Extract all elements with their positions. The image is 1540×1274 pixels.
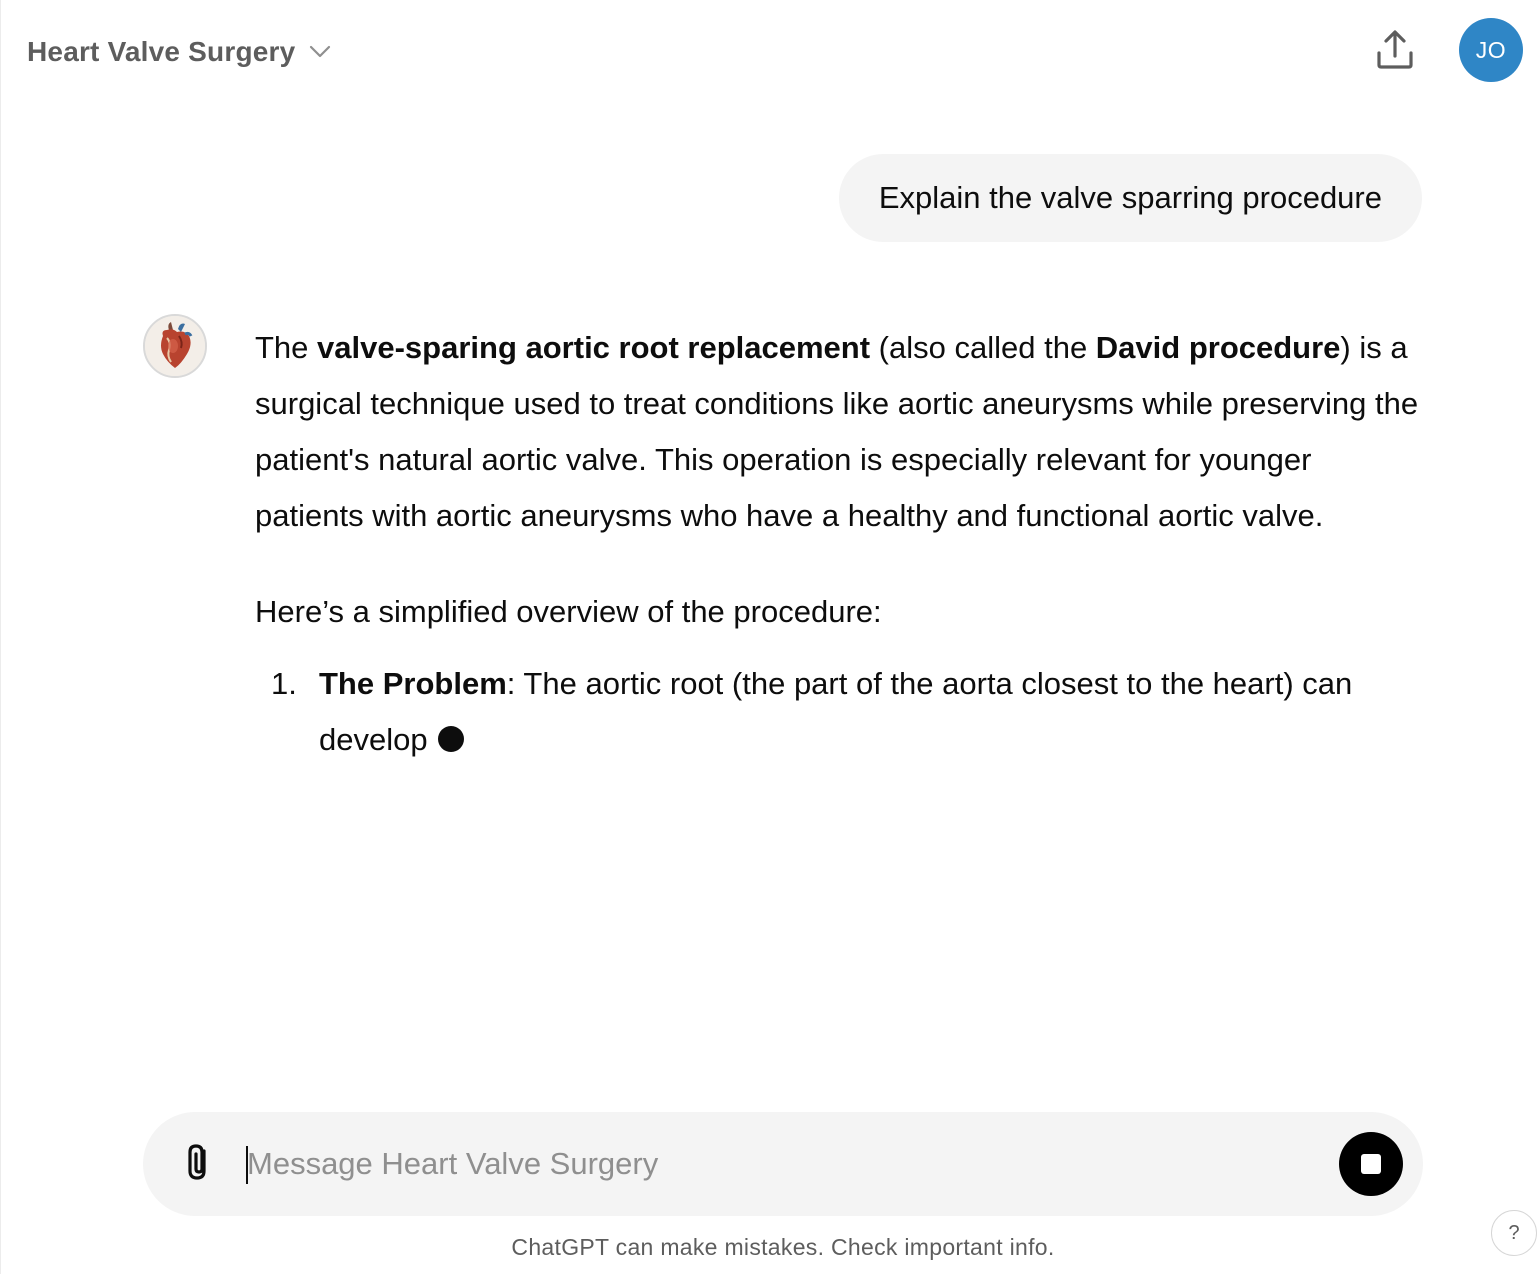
avatar-initials: JO [1475,36,1507,63]
help-question-icon: ? [1508,1221,1520,1244]
stop-generating-button[interactable] [1339,1132,1403,1196]
para-text: ) is a surgical technique used to treat conditions like aortic aneurysms while preserving the patient's natural aortic valve. This operation is especially relevant for younger patients with aortic aneurysms who have a healthy and functional aortic valve. [255,330,1419,533]
anatomical-heart-icon [145,316,205,376]
para-text: (also called the [870,330,1096,365]
disclaimer-text: ChatGPT can make mistakes. Check important info. [511,1234,1055,1260]
assistant-paragraph-2: Here’s a simplified overview of the procedure: [255,594,882,629]
assistant-avatar [143,314,207,378]
message-input[interactable] [247,1136,1327,1192]
para-text: The [255,330,318,365]
paperclip-icon [182,1141,216,1188]
page-title: Heart Valve Surgery [27,36,296,67]
assistant-paragraph-1 [255,320,1427,544]
user-message-bubble [839,154,1422,242]
share-upload-icon [1375,29,1415,76]
list-item-number: 1. [271,666,297,701]
list-item-text: : The aortic root (the part of the aorta closest to the heart) can develop [319,666,1353,757]
user-message-text: Explain the valve sparring procedure [878,180,1382,215]
message-composer [143,1112,1423,1216]
attach-file-button[interactable] [173,1138,225,1190]
list-item-heading: The Problem [319,666,507,701]
chevron-down-icon [307,39,333,65]
share-button[interactable] [1367,24,1423,80]
para-bold: David procedure [1095,330,1341,365]
streaming-indicator [438,726,464,752]
stop-square-icon [1361,1154,1381,1174]
list-item [255,656,1427,768]
user-avatar[interactable] [1459,18,1523,82]
text-caret [246,1146,248,1184]
assistant-message [255,320,1427,768]
help-button[interactable] [1491,1210,1537,1256]
procedure-list [255,656,1427,768]
para-bold: valve-sparing aortic root replacement [317,330,871,365]
model-title-dropdown[interactable] [27,30,333,74]
